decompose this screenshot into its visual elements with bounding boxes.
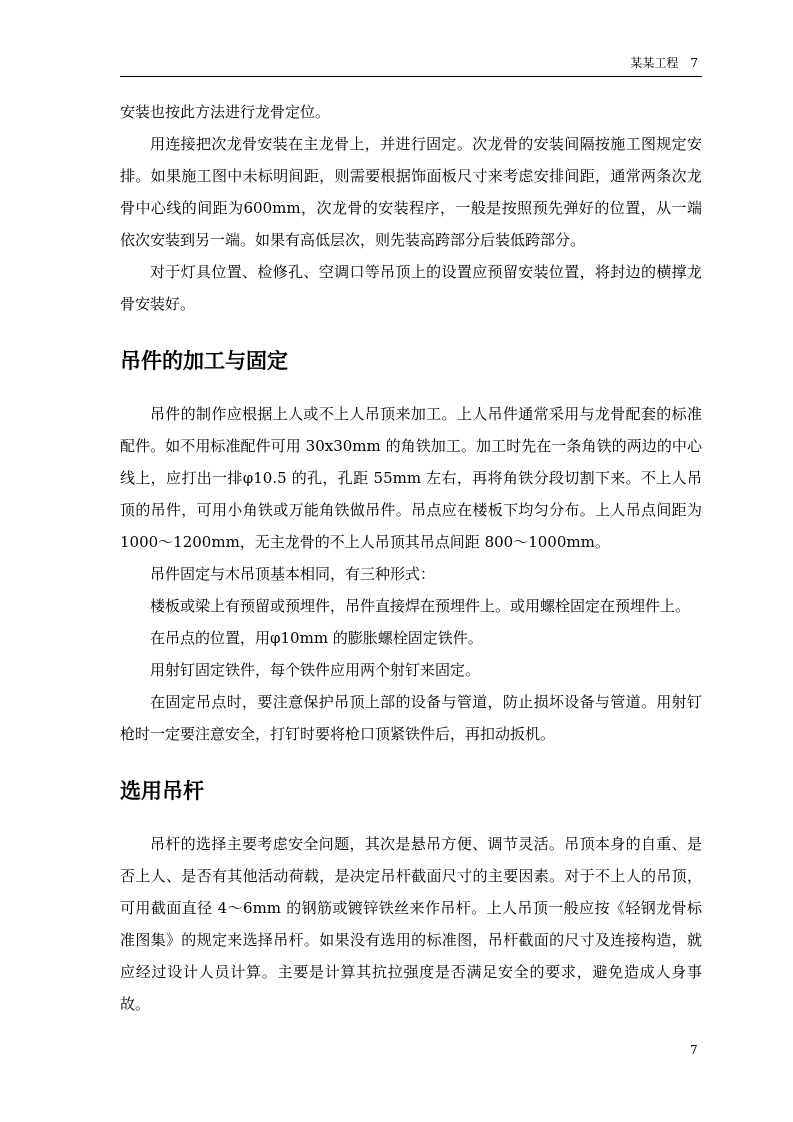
paragraph-6: 楼板或梁上有预留或预埋件，吊件直接焊在预埋件上。或用螺栓固定在预埋件上。 <box>150 597 691 615</box>
page-content <box>120 96 702 1020</box>
header-page-number: 7 <box>690 56 698 70</box>
section-heading-hanger-rod: 选用吊杆 <box>120 779 204 803</box>
page-footer-number: 7 <box>690 1043 698 1057</box>
paragraph-4: 吊件的制作应根据上人或不上人吊顶来加工。上人吊件通常采用与龙骨配套的标准配件。如不用标准配件可用 30x30mm 的角铁加工。加工时先在一条角铁的两边的中心线上，应打出一排φ10.5 的孔，孔距 55mm 左右，再将角铁分段切割下来。不上人吊顶的吊件，可用小角铁或万能角铁做吊件。吊点应在楼板下均匀分布。上人吊点间距为 1000～1200mm，无主龙骨的不上人吊顶其吊点间距 800～1000mm。 <box>120 405 702 551</box>
paragraph-5: 吊件固定与木吊顶基本相同，有三种形式： <box>150 565 436 583</box>
header-text <box>630 56 698 70</box>
paragraph-2: 用连接把次龙骨安装在主龙骨上，并进行固定。次龙骨的安装间隔按施工图规定安排。如果施工图中未标明间距，则需要根据饰面板尺寸来考虑安排间距，通常两条次龙骨中心线的间距为600mm，次龙骨的安装程序，一般是按照预先弹好的位置，从一端依次安装到另一端。如果有高低层次，则先装高跨部分后装低跨部分。 <box>120 135 702 249</box>
page-header <box>120 56 702 77</box>
section-heading-hanger-fabrication: 吊件的加工与固定 <box>120 349 288 373</box>
paragraph-3: 对于灯具位置、检修孔、空调口等吊顶上的设置应预留安装位置，将封边的横撑龙骨安装好。 <box>120 263 702 313</box>
header-title: 某某工程 <box>630 56 679 70</box>
paragraph-10: 吊杆的选择主要考虑安全问题，其次是悬吊方便、调节灵活。吊顶本身的自重、是否上人、是否有其他活动荷载，是决定吊杆截面尺寸的主要因素。对于不上人的吊顶，可用截面直径 4～6mm 的钢筋或镀锌铁丝来作吊杆。上人吊顶一般应按《轻钢龙骨标准图集》的规定来选择吊杆。如果没有选用的标准图，吊杆截面的尺寸及连接构造，就应经过设计人员计算。主要是计算其抗拉强度是否满足安全的要求，避免造成人身事故。 <box>120 835 702 1013</box>
paragraph-8: 用射钉固定铁件，每个铁件应用两个射钉来固定。 <box>150 661 481 679</box>
paragraph-1: 安装也按此方法进行龙骨定位。 <box>120 103 331 121</box>
paragraph-7: 在吊点的位置，用φ10mm 的膨胀螺栓固定铁件。 <box>150 629 483 647</box>
paragraph-9: 在固定吊点时，要注意保护吊顶上部的设备与管道，防止损坏设备与管道。用射钉枪时一定要注意安全，打钉时要将枪口顶紧铁件后，再扣动扳机。 <box>120 693 702 743</box>
